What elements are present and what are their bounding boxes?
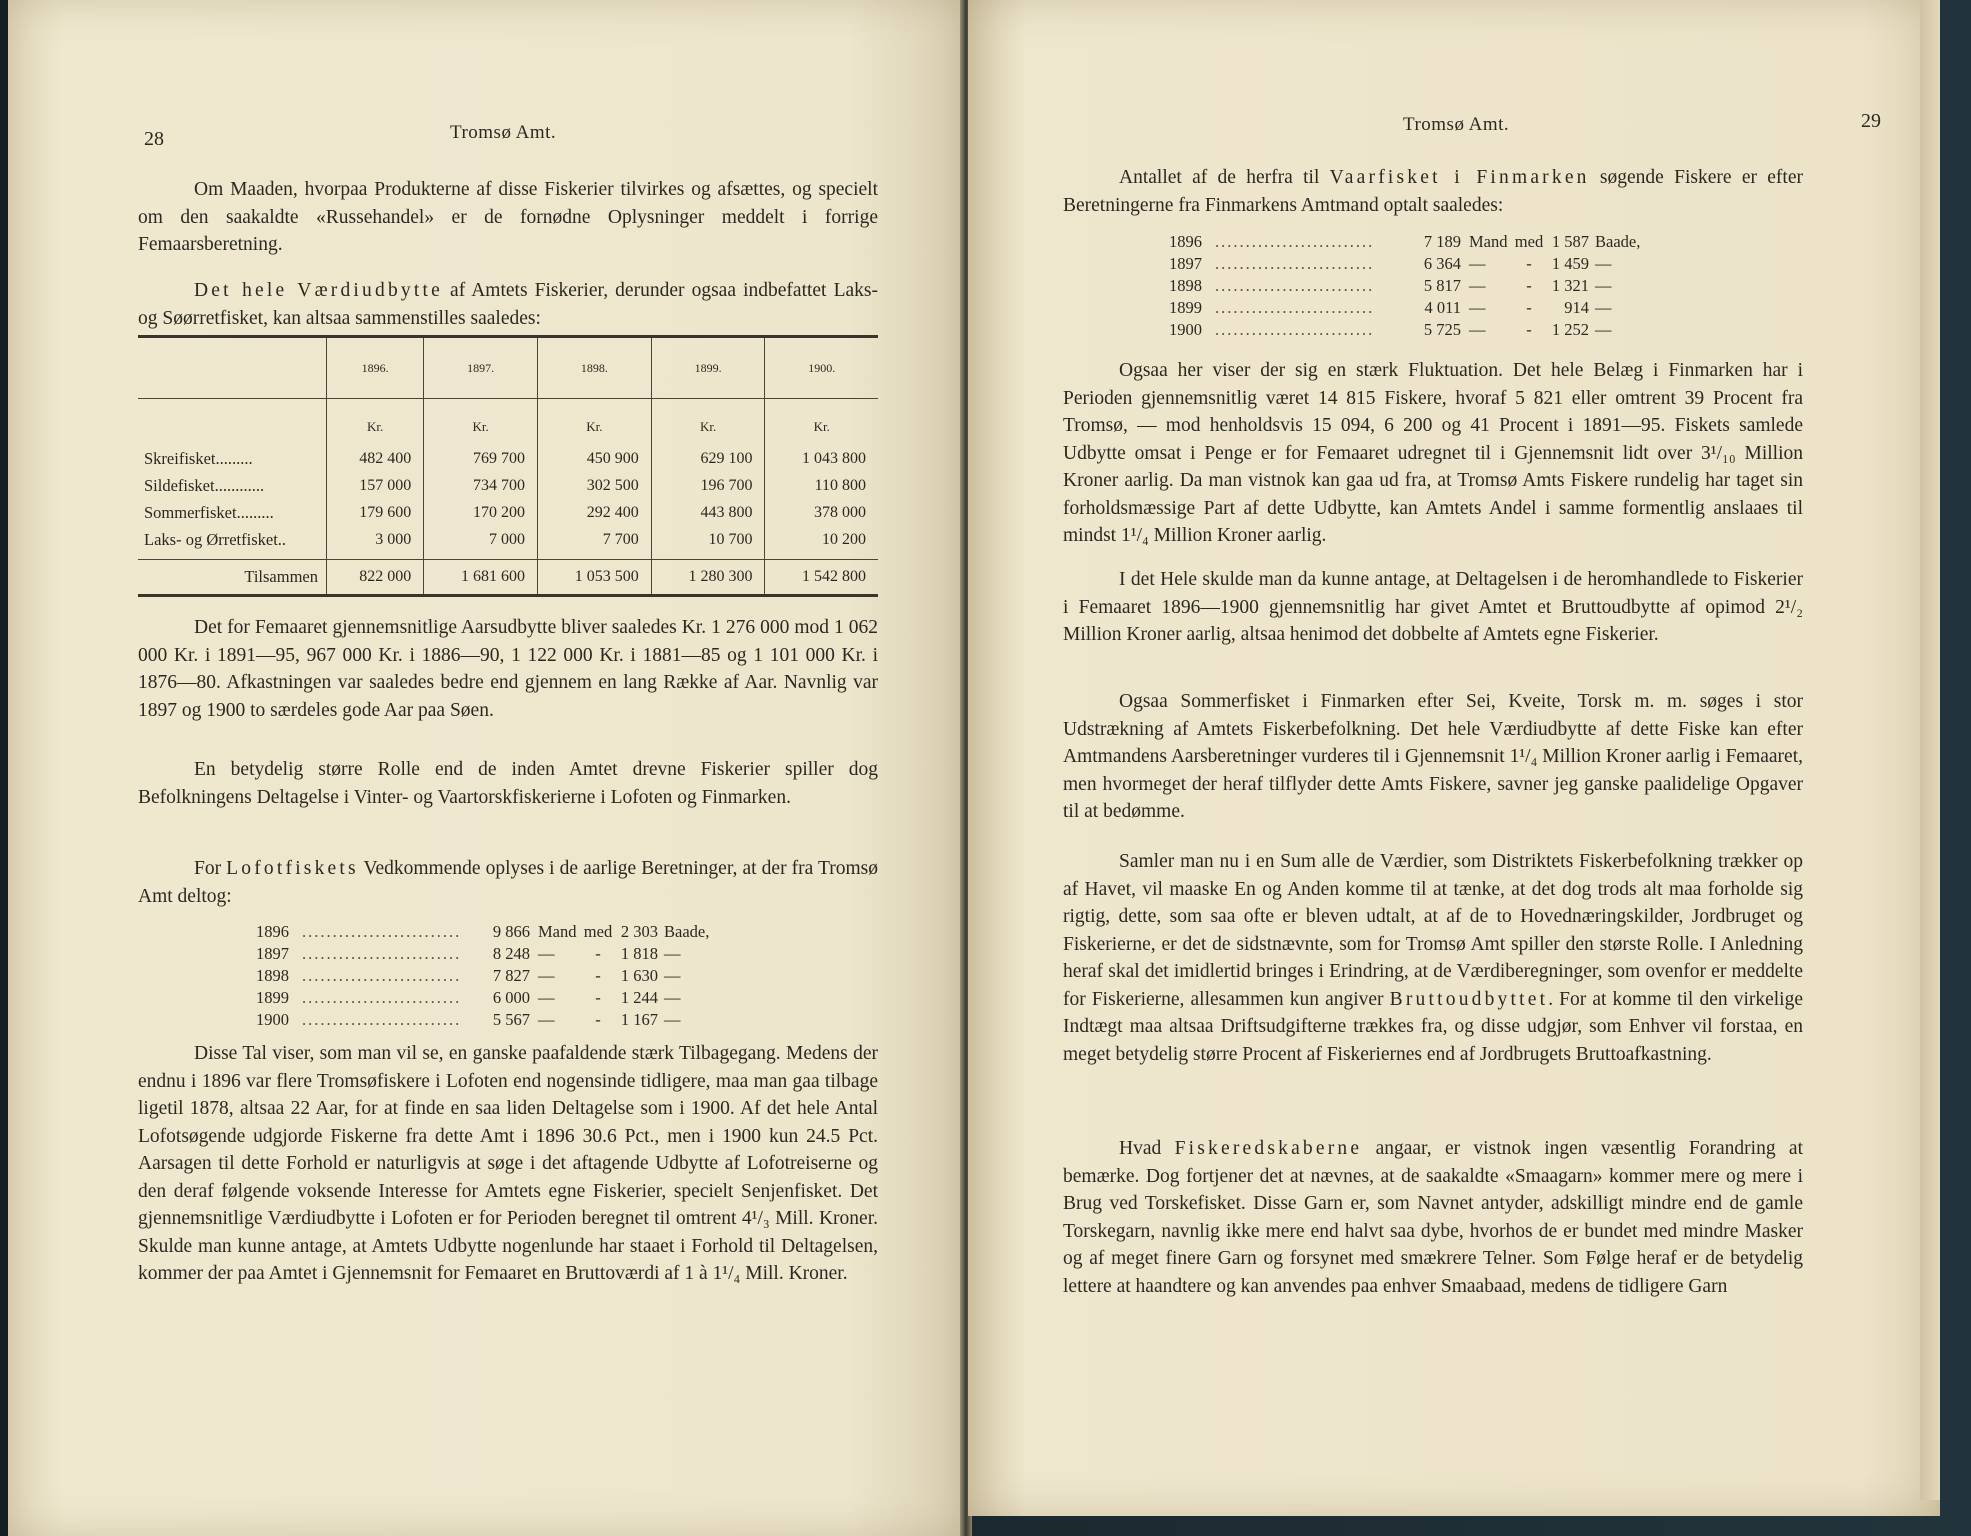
- right-page: [968, 0, 1940, 1516]
- boat-unit: —: [1595, 276, 1612, 295]
- paragraph-text: angaar, er vistnok ingen væsentlig Forandring at bemærke. Dog fortjener det at nævnes, at de saakaldte «Smaagarn» kommer mere og mere i Brug ved Torskefisket. Disse Garn er, som Navnet antyder, adskilligt mindre end de gamle Torskegarn, navnlig ikke mere end halvt saa dybe, hvorhos de er bundet med mindre Masker og af meget finere Garn og forsynet med smækrere Telner. Som Følge heraf er de betydelig lettere at haandtere og kan anvendes paa enhver Smaabaad, medens de tidligere Garn: [1063, 1138, 1803, 1297]
- table-col-header: 1899.: [651, 337, 765, 399]
- leader-dots: ..........................: [1215, 298, 1375, 317]
- list-item: [256, 987, 709, 1009]
- connector: -: [1526, 298, 1532, 317]
- boat-unit: —: [1595, 254, 1612, 273]
- paragraph: Disse Tal viser, som man vil se, en ganske paafaldende stærk Tilbagegang. Medens der endnu i 1896 var flere Tromsøfiskere i Lofoten end nogensinde tidligere, maa man gaa tilbage ligetil 1878, altsaa 22 Aar, for at finde en saa liden Deltagelse som i 1900. Af det hele Antal Lofotsøgende udgjorde Fiskerne fra dette Amt i 1896 30.6 Pct., men i 1900 kun 24.5 Pct. Aarsagen til dette Forhold er naturligvis at søge i det aftagende Udbytte af Lofotreiserne og den deraf følgende voksende Interesse for Amtets egne Fiskerier, specielt Senjenfisket. Det gjennemsnitlige Værdiudbytte i Lofoten er for Perioden beregnet til omtrent 4¹/₃ Mill. Kroner. Skulde man kunne antage, at Amtets Udbytte nogenlunde har staaet i Forhold til Deltagelsen, kommer der paa Amtet i Gjennemsnit for Femaaret en Bruttoværdi af 1 à 1¹/₄ Mill. Kroner.: [138, 1043, 878, 1284]
- men-count: 5 817: [1423, 276, 1461, 295]
- row-label: Sommerfisket.........: [144, 502, 274, 522]
- men-unit: Mand: [538, 922, 577, 941]
- table-cell: 196 700: [651, 472, 765, 499]
- unit-label: Kr.: [765, 399, 878, 438]
- running-head: Tromsø Amt.: [450, 122, 557, 143]
- boat-count: 914: [1564, 298, 1589, 317]
- boat-count: 1 630: [620, 966, 658, 985]
- paragraph: [1063, 848, 1803, 1068]
- table-cell: 3 000: [327, 526, 424, 560]
- table-cell: 170 200: [424, 499, 538, 526]
- year: 1899: [256, 988, 289, 1007]
- leader-dots: ..........................: [302, 922, 462, 941]
- boat-count: 2 303: [620, 922, 658, 941]
- boat-unit: —: [1595, 298, 1612, 317]
- table-cell: 7 700: [538, 526, 652, 560]
- men-count: 5 567: [492, 1010, 530, 1029]
- men-count: 4 011: [1424, 298, 1461, 317]
- paragraph-text: . For at komme til den virkelige Indtægt maa altsaa Driftsudgifterne trækkes fra, og disse udgjør, som Enhver vil forstaa, en meget betydelig større Procent af Fiskeriernes end af Jordbrugets Bruttoafkastning.: [1063, 988, 1803, 1065]
- year: 1896: [256, 922, 289, 941]
- leader-dots: ..........................: [302, 1010, 462, 1029]
- paragraph: Om Maaden, hvorpaa Produkterne af disse Fiskerier tilvirkes og afsættes, og specielt om den saakaldte «Russehandel» er de fornødne Oplysninger meddelt i forrige Femaarsberetning.: [138, 179, 878, 255]
- table-row: [138, 499, 878, 526]
- boat-unit: —: [664, 944, 681, 963]
- boat-count: 1 167: [620, 1010, 658, 1029]
- men-count: 6 364: [1423, 254, 1461, 273]
- men-count: 7 189: [1423, 232, 1461, 251]
- table-cell: 1 280 300: [651, 560, 765, 596]
- unit-label: Kr.: [651, 399, 765, 438]
- connector: -: [595, 988, 601, 1007]
- leader-dots: ..........................: [302, 966, 462, 985]
- paragraph: [1063, 1135, 1803, 1300]
- year: 1896: [1169, 232, 1202, 251]
- table-cell: 10 200: [765, 526, 878, 560]
- table-col-header: 1898.: [538, 337, 652, 399]
- emphasis: Det hele Værdiudbytte: [194, 280, 443, 301]
- paragraph: [138, 855, 878, 910]
- list-item: [1169, 297, 1640, 319]
- leader-dots: ..........................: [302, 944, 462, 963]
- running-head: Tromsø Amt.: [1403, 114, 1510, 135]
- list-item: [1169, 231, 1640, 253]
- fishery-value-table: [138, 335, 878, 597]
- boat-unit: —: [664, 966, 681, 985]
- year: 1897: [1169, 254, 1202, 273]
- leader-dots: ..........................: [1215, 276, 1375, 295]
- boat-unit: Baade,: [1595, 232, 1641, 251]
- table-header-row: [138, 337, 878, 399]
- men-unit: —: [1469, 276, 1486, 295]
- men-unit: Mand: [1469, 232, 1508, 251]
- boat-count: 1 587: [1551, 232, 1589, 251]
- table-col-header: 1896.: [327, 337, 424, 399]
- paragraph: Det for Femaaret gjennemsnitlige Aarsudbytte bliver saaledes Kr. 1 276 000 mod 1 062 000 Kr. i 1891—95, 967 000 Kr. i 1886—90, 1 122 000 Kr. i 1881—85 og 1 101 000 Kr. i 1876—80. Afkastningen var saaledes bedre end gjennem en lang Række af Aar. Navnlig var 1897 og 1900 to særdeles gode Aar paa Søen.: [138, 617, 878, 721]
- row-label: Laks- og Ørretfisket..: [144, 529, 287, 549]
- table-cell: 7 000: [424, 526, 538, 560]
- leader-dots: ..........................: [1215, 254, 1375, 273]
- paragraph: Ogsaa her viser der sig en stærk Fluktuation. Det hele Belæg i Finmarken har i Perioden gjennemsnitlig været 14 815 Fiskere, hvoraf 5 821 eller omtrent 39 Procent fra Tromsø, — mod henholdsvis 15 094, 6 200 og 41 Procent i 1891—95. Fiskets samlede Udbytte omsat i Penge er for Femaaret udregnet til i Gjennemsnit lidt over 3¹/₁₀ Million Kroner aarlig. Da man vistnok kan gaa ud fra, at Tromsø Amts Fiskere rundelig har taget sin forholdsmæssige Part af dette Udbytte, kan Amtets Andel i samme formentlig anslaaes til mindst 1¹/₄ Million Kroner aarlig.: [1063, 360, 1803, 546]
- men-unit: —: [538, 988, 555, 1007]
- men-count: 6 000: [492, 988, 530, 1007]
- men-unit: —: [1469, 298, 1486, 317]
- table-cell: 769 700: [424, 437, 538, 472]
- men-count: 8 248: [492, 944, 530, 963]
- table-total-row: [138, 560, 878, 596]
- table-cell: 734 700: [424, 472, 538, 499]
- table-cell: 822 000: [327, 560, 424, 596]
- unit-label: Kr.: [538, 399, 652, 438]
- connector: -: [595, 966, 601, 985]
- connector: -: [595, 1010, 601, 1029]
- emphasis: Fiskeredskaberne: [1174, 1138, 1363, 1159]
- table-cell: 1 542 800: [765, 560, 878, 596]
- table-cell: 179 600: [327, 499, 424, 526]
- paragraph: I det Hele skulde man da kunne antage, at Deltagelsen i de heromhandlede to Fiskerier i Femaaret 1896—1900 gjennemsnitlig har givet Amtet et Bruttoudbytte af opimod 2¹/₂ Million Kroner aarlig, altsaa henimod det dobbelte af Amtets egne Fiskerier.: [1063, 569, 1803, 645]
- paragraph: [1063, 164, 1803, 219]
- paragraph: [138, 277, 878, 332]
- year: 1900: [256, 1010, 289, 1029]
- table-col-header: 1900.: [765, 337, 878, 399]
- men-count: 5 725: [1423, 320, 1461, 339]
- row-label: Sildefisket............: [144, 475, 265, 495]
- list-item: [256, 965, 709, 987]
- list-item: [1169, 319, 1640, 341]
- page-number: 28: [144, 128, 164, 150]
- unit-label: Kr.: [327, 399, 424, 438]
- boat-count: 1 321: [1551, 276, 1589, 295]
- connector: -: [1526, 320, 1532, 339]
- table-cell: 1 681 600: [424, 560, 538, 596]
- men-unit: —: [538, 944, 555, 963]
- leader-dots: ..........................: [302, 988, 462, 1007]
- year: 1897: [256, 944, 289, 963]
- paragraph-text: Antallet af de herfra til: [1119, 167, 1330, 188]
- emphasis: Vaarfisket i Finmarken: [1329, 167, 1590, 188]
- men-count: 9 866: [492, 922, 530, 941]
- year: 1899: [1169, 298, 1202, 317]
- year: 1900: [1169, 320, 1202, 339]
- table-cell: 10 700: [651, 526, 765, 560]
- table-cell: 1 053 500: [538, 560, 652, 596]
- connector: med: [1514, 232, 1544, 251]
- table-cell: 443 800: [651, 499, 765, 526]
- boat-count: 1 818: [620, 944, 658, 963]
- year: 1898: [256, 966, 289, 985]
- paragraph-text: Hvad: [1119, 1138, 1175, 1159]
- emphasis: Lofotfiskets: [226, 858, 359, 879]
- page-number: 29: [1861, 110, 1881, 132]
- table-cell: 629 100: [651, 437, 765, 472]
- row-label: Skreifisket.........: [144, 448, 253, 468]
- men-unit: —: [538, 1010, 555, 1029]
- boat-unit: —: [1595, 320, 1612, 339]
- boat-unit: —: [664, 988, 681, 1007]
- emphasis: Bruttoudbyttet: [1389, 988, 1549, 1010]
- table-row: [138, 526, 878, 560]
- unit-label: Kr.: [424, 399, 538, 438]
- boat-unit: Baade,: [664, 922, 710, 941]
- table-cell: 157 000: [327, 472, 424, 499]
- connector: -: [1526, 254, 1532, 273]
- table-cell: 292 400: [538, 499, 652, 526]
- table-cell: 450 900: [538, 437, 652, 472]
- men-unit: —: [1469, 254, 1486, 273]
- list-item: [256, 943, 709, 965]
- table-cell: 482 400: [327, 437, 424, 472]
- paragraph-text: For: [194, 858, 227, 879]
- table-corner: [138, 337, 327, 399]
- paragraph-text: Vedkommende oplyses i de aarlige Beretninger, at der fra Tromsø Amt deltog:: [138, 858, 878, 907]
- table-cell: 110 800: [765, 472, 878, 499]
- table-row: [138, 437, 878, 472]
- page-edge: [1920, 0, 1940, 1500]
- boat-count: 1 252: [1551, 320, 1589, 339]
- boat-unit: —: [664, 1010, 681, 1029]
- list-item: [1169, 253, 1640, 275]
- men-count: 7 827: [492, 966, 530, 985]
- paragraph: En betydelig større Rolle end de inden Amtet drevne Fiskerier spiller dog Befolkningens Deltagelse i Vinter- og Vaartorskfiskerierne i Lofoten og Finmarken.: [138, 759, 878, 808]
- lofoten-participation-list: [256, 921, 709, 1031]
- total-label: Tilsammen: [138, 560, 327, 596]
- connector: -: [595, 944, 601, 963]
- paragraph-text: søgende Fiskere er efter Beretningerne fra Finmarkens Amtmand optalt saaledes:: [1063, 167, 1803, 216]
- men-unit: —: [1469, 320, 1486, 339]
- table-unit-row: [138, 399, 878, 438]
- paragraph-text: Samler man nu i en Sum alle de Værdier, som Distriktets Fiskerbefolkning trækker op af Havet, vil maaske En og Anden komme til at tænke, at det dog trods alt maa forholde sig rigtig, dette, som saa ofte er bleven udtalt, at af de to Hovednæringskilder, Jordbruget og Fiskerierne, er det de sidstnævnte, som for Tromsø Amt spiller den største Rolle. I Anledning heraf skal det imidlertid bringes i Erindring, at de Værdiberegninger, som ovenfor er meddelte for Fiskerierne, allesammen kun angiver: [1063, 851, 1803, 1010]
- table-cell: 302 500: [538, 472, 652, 499]
- list-item: [256, 921, 709, 943]
- paragraph: Ogsaa Sommerfisket i Finmarken efter Sei, Kveite, Torsk m. m. søges i stor Udstrækning af Amtets Fiskerbefolkning. Det hele Værdiudbytte af dette Fiske kan efter Amtmandens Aarsberetninger vurderes til i Gjennemsnit 1¹/₄ Million Kroner aarlig i Femaaret, men hvormeget der heraf tilflyder dette Amts Fiskere, savner jeg ganske paalidelige Opgaver til at bedømme.: [1063, 691, 1803, 822]
- list-item: [256, 1009, 709, 1031]
- finmarken-participation-list: [1169, 231, 1640, 341]
- connector: med: [583, 922, 613, 941]
- men-unit: —: [538, 966, 555, 985]
- list-item: [1169, 275, 1640, 297]
- year: 1898: [1169, 276, 1202, 295]
- table-col-header: 1897.: [424, 337, 538, 399]
- paragraph-text: af Amtets Fiskerier, derunder ogsaa indbefattet Laks- og Søørretfisket, kan altsaa sammenstilles saaledes:: [138, 280, 878, 329]
- boat-count: 1 459: [1551, 254, 1589, 273]
- table-row: [138, 472, 878, 499]
- table-cell: 378 000: [765, 499, 878, 526]
- connector: -: [1526, 276, 1532, 295]
- leader-dots: ..........................: [1215, 232, 1375, 251]
- leader-dots: ..........................: [1215, 320, 1375, 339]
- left-page: [8, 0, 964, 1536]
- table-cell: 1 043 800: [765, 437, 878, 472]
- boat-count: 1 244: [620, 988, 658, 1007]
